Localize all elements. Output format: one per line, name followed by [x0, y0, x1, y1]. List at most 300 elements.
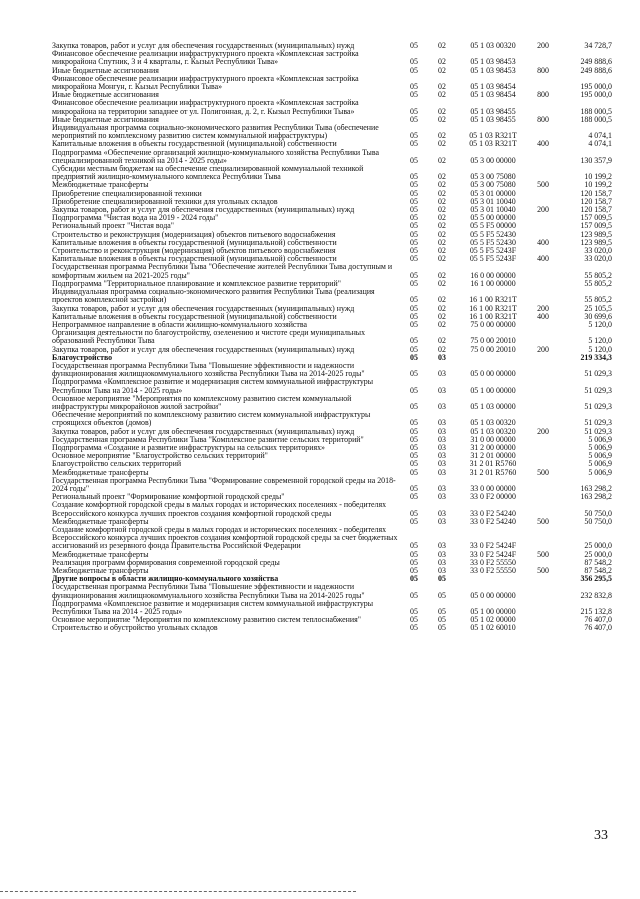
row-name: Индивидуальная программа социально-экономического развития Республики Тыва (обеспечение мероприятий по комплексному развитию систем коммунальной инфраструктуры)	[52, 124, 379, 141]
row-target-item-code: 33 0 00 00000	[470, 483, 516, 493]
row-section-code: 05	[410, 106, 418, 116]
row-subsection-code: 02	[438, 213, 446, 223]
row-amount: 10 199,2	[584, 180, 612, 190]
row-subsection-code: 02	[438, 254, 446, 264]
row-expense-type-code: 800	[537, 114, 549, 124]
table-row	[52, 411, 612, 427]
row-name: Государственная программа Республики Тыва "Формирование современной городской среды на 2018-2024 годы"	[52, 476, 396, 493]
table-row	[52, 567, 612, 575]
row-name: Благоустройство	[52, 353, 113, 362]
row-section-code: 05	[410, 483, 418, 493]
row-subsection-code: 02	[438, 41, 446, 50]
row-section-code: 05	[410, 254, 418, 264]
row-target-item-code: 05 1 03 98453	[470, 65, 516, 75]
row-name: Финансовое обеспечение реализации инфраструктурного проекта «Комплексная застройка микрорайона на территории западнее от ул. Полигонная, д. 2, г. Кызыл Республики Тыва»	[52, 99, 359, 116]
row-section-code: 05	[410, 114, 418, 124]
table-row	[52, 181, 612, 189]
row-target-item-code: 05 1 00 00000	[470, 385, 516, 395]
row-section-code: 05	[410, 623, 418, 633]
table-row	[52, 263, 612, 279]
row-subsection-code: 05	[438, 615, 446, 625]
row-subsection-code: 03	[438, 451, 446, 461]
row-target-item-code: 05 5 F5 52430	[470, 229, 516, 239]
row-amount: 5 006,9	[588, 442, 612, 452]
row-subsection-code: 03	[438, 483, 446, 493]
row-section-code: 05	[410, 615, 418, 625]
row-section-code: 05	[410, 205, 418, 215]
table-row	[52, 493, 612, 501]
table-row	[52, 444, 612, 452]
row-subsection-code: 02	[438, 180, 446, 190]
row-target-item-code: 05 3 01 10040	[470, 196, 516, 206]
row-name: Финансовое обеспечение реализации инфраструктурного проекта «Комплексная застройка микрорайона Спутник, 3 и 4 кварталы, г. Кызыл Республики Тыва»	[52, 50, 359, 67]
row-amount: 51 029,3	[584, 426, 612, 436]
table-row	[52, 280, 612, 288]
row-name: Подпрограмма "Чистая вода на 2019 - 2024 годы"	[52, 214, 219, 223]
row-amount: 249 888,6	[580, 57, 612, 67]
table-row	[52, 477, 612, 493]
row-name: Реализация программ формирования современной городской среды	[52, 558, 280, 567]
row-name: Строительство и реконструкция (модернизация) объектов питьевого водоснабжения	[52, 230, 336, 239]
row-expense-type-code: 200	[537, 426, 549, 436]
table-row	[52, 616, 612, 624]
row-name: Обеспечение мероприятий по комплексному развитию систем коммунальной инфраструктуры строящихся объектов (домов)	[52, 411, 371, 428]
row-amount: 51 029,3	[584, 369, 612, 379]
row-subsection-code: 02	[438, 319, 446, 329]
row-target-item-code: 05 1 03 R321T	[469, 131, 517, 141]
row-section-code: 05	[410, 229, 418, 239]
row-section-code: 05	[410, 574, 418, 584]
row-section-code: 05	[410, 590, 418, 600]
table-row	[52, 239, 612, 247]
row-name: Межбюджетные трансферты	[52, 550, 149, 559]
row-target-item-code: 05 5 F5 00000	[470, 221, 516, 231]
row-amount: 120 158,7	[580, 196, 612, 206]
row-target-item-code: 05 1 00 00000	[470, 607, 516, 617]
row-target-item-code: 31 2 01 R5760	[469, 459, 517, 469]
row-section-code: 05	[410, 442, 418, 452]
row-name: Капитальные вложения в объекты государственной (муниципальной) собственности	[52, 140, 337, 149]
row-subsection-code: 03	[438, 541, 446, 551]
row-section-code: 05	[410, 434, 418, 444]
row-amount: 157 009,5	[580, 213, 612, 223]
row-target-item-code: 05 1 03 00320	[470, 418, 516, 428]
table-row	[52, 452, 612, 460]
row-name: Создание комфортной городской среды в малых городах и исторических поселениях - победителях Всероссийского конкурса лучших проектов создания комфортной городской среды	[52, 501, 387, 518]
row-amount: 120 158,7	[580, 205, 612, 215]
row-section-code: 05	[410, 41, 418, 50]
row-section-code: 05	[410, 278, 418, 288]
row-name: Закупка товаров, работ и услуг для обеспечения государственных (муниципальных) нужд	[52, 206, 355, 215]
table-row	[52, 600, 612, 616]
row-section-code: 05	[410, 139, 418, 149]
row-target-item-code: 75 0 00 20010	[470, 336, 516, 346]
row-amount: 157 009,5	[580, 221, 612, 231]
row-subsection-code: 03	[438, 442, 446, 452]
row-section-code: 05	[410, 566, 418, 575]
row-section-code: 05	[410, 508, 418, 518]
table-row	[52, 42, 612, 50]
row-amount: 195 000,0	[580, 90, 612, 100]
row-amount: 87 548,2	[584, 557, 612, 567]
row-section-code: 05	[410, 213, 418, 223]
row-section-code: 05	[410, 131, 418, 141]
row-subsection-code: 02	[438, 229, 446, 239]
table-row	[52, 551, 612, 559]
row-section-code: 05	[410, 607, 418, 617]
table-row	[52, 288, 612, 304]
row-amount: 123 989,5	[580, 237, 612, 247]
row-target-item-code: 05 1 03 98454	[470, 90, 516, 100]
row-target-item-code: 05 1 03 R321T	[469, 139, 517, 149]
row-name: Основное мероприятие "Мероприятия по комплексному развитию систем коммунальной инфраструктуры микрорайонов жилой застройки"	[52, 394, 352, 411]
row-subsection-code: 05	[438, 590, 446, 600]
row-subsection-code: 02	[438, 139, 446, 149]
row-subsection-code: 03	[438, 418, 446, 428]
row-target-item-code: 05 1 03 98455	[470, 106, 516, 116]
row-target-item-code: 05 3 01 00000	[470, 188, 516, 198]
row-name: Государственная программа Республики Тыва "Повышение эффективности и надежности функционирования жилищнокоммунального хозяйства Республики Тыва на 2014-2025 годы"	[52, 361, 365, 379]
row-name: Создание комфортной городской среды в малых городах и исторических поселениях - победителях Всероссийского конкурса лучших проектов создания комфортной городской среды за счет бюджетных ассигнований из резервного фонда Правительства Российской Федерации	[52, 525, 398, 551]
row-target-item-code: 05 5 00 00000	[470, 213, 516, 223]
row-subsection-code: 02	[438, 106, 446, 116]
row-name: Индивидуальная программа социально-экономического развития Республики Тыва (реализация проектов комплексной застройки)	[52, 288, 375, 305]
row-subsection-code: 02	[438, 57, 446, 67]
row-target-item-code: 05 1 02 00000	[470, 615, 516, 625]
row-section-code: 05	[410, 344, 418, 354]
row-target-item-code: 05 1 03 98454	[470, 82, 516, 92]
row-name: Основное мероприятие "Мероприятия по комплексному развитию систем теплоснабжения"	[52, 616, 361, 625]
table-row	[52, 321, 612, 329]
row-expense-type-code: 200	[537, 344, 549, 354]
table-row	[52, 124, 612, 140]
row-section-code: 05	[410, 311, 418, 321]
row-name: Капитальные вложения в объекты государственной (муниципальной) собственности	[52, 312, 337, 321]
row-amount: 34 728,7	[584, 41, 612, 50]
row-section-code: 05	[410, 459, 418, 469]
row-subsection-code: 03	[438, 549, 446, 559]
row-subsection-code: 02	[438, 131, 446, 141]
row-target-item-code: 75 0 00 20010	[470, 344, 516, 354]
row-target-item-code: 31 0 00 00000	[470, 434, 516, 444]
row-amount: 33 020,0	[584, 246, 612, 256]
row-section-code: 05	[410, 196, 418, 206]
table-row	[52, 362, 612, 378]
table-row	[52, 313, 612, 321]
row-name: Приобретение специализированной техники для угольных складов	[52, 197, 278, 206]
row-amount: 25 105,5	[584, 303, 612, 313]
row-subsection-code: 03	[438, 508, 446, 518]
row-name: Закупка товаров, работ и услуг для обеспечения государственных (муниципальных) нужд	[52, 42, 355, 50]
row-target-item-code: 33 0 F2 5424F	[469, 549, 517, 559]
row-name: Субсидии местным бюджетам на обеспечение специализированной коммунальной техникой предприятий жилищно-коммунального комплекса Республики Тыва	[52, 165, 364, 182]
row-subsection-code: 02	[438, 246, 446, 256]
row-target-item-code: 75 0 00 00000	[470, 319, 516, 329]
row-name: Региональный проект "Формирование комфортной городской среды"	[52, 493, 285, 502]
row-subsection-code: 03	[438, 516, 446, 526]
row-amount: 4 074,1	[588, 139, 612, 149]
table-row	[52, 575, 612, 583]
row-subsection-code: 03	[438, 467, 446, 477]
row-subsection-code: 03	[438, 459, 446, 469]
row-name: Межбюджетные трансферты	[52, 517, 149, 526]
row-section-code: 05	[410, 270, 418, 280]
row-name: Подпрограмма «Создание и развитие инфраструктуры на сельских территориях»	[52, 443, 325, 452]
row-target-item-code: 05 5 F5 5243F	[469, 246, 517, 256]
row-name: Иные бюджетные ассигнования	[52, 66, 159, 75]
row-amount: 87 548,2	[584, 566, 612, 575]
row-name: Капитальные вложения в объекты государственной (муниципальной) собственности	[52, 255, 337, 264]
row-name: Закупка товаров, работ и услуг для обеспечения государственных (муниципальных) нужд	[52, 345, 355, 354]
row-name: Подпрограмма «Комплексное развитие и модернизация систем коммунальной инфраструктуры Республики Тыва на 2014 - 2025 годы»	[52, 378, 374, 395]
table-row	[52, 378, 612, 394]
row-target-item-code: 33 0 F2 55550	[470, 557, 516, 567]
row-subsection-code: 02	[438, 114, 446, 124]
row-subsection-code: 02	[438, 196, 446, 206]
row-amount: 25 000,0	[584, 541, 612, 551]
row-name: Региональный проект "Чистая вода"	[52, 222, 174, 231]
row-amount: 195 000,0	[580, 82, 612, 92]
row-amount: 120 158,7	[580, 188, 612, 198]
row-target-item-code: 16 1 00 R321T	[469, 303, 517, 313]
row-amount: 50 750,0	[584, 508, 612, 518]
table-row	[52, 428, 612, 436]
row-section-code: 05	[410, 541, 418, 551]
row-subsection-code: 03	[438, 385, 446, 395]
row-target-item-code: 05 0 00 00000	[470, 590, 516, 600]
row-name: Другие вопросы в области жилищно-коммунального хозяйства	[52, 575, 279, 584]
row-amount: 5 120,0	[588, 319, 612, 329]
row-section-code: 05	[410, 57, 418, 67]
row-expense-type-code: 400	[537, 237, 549, 247]
row-subsection-code: 02	[438, 65, 446, 75]
row-subsection-code: 05	[438, 574, 446, 584]
row-amount: 249 888,6	[580, 65, 612, 75]
row-target-item-code: 05 5 F5 52430	[470, 237, 516, 247]
row-expense-type-code: 800	[537, 90, 549, 100]
page-number: 33	[594, 828, 608, 843]
row-target-item-code: 16 0 00 00000	[470, 270, 516, 280]
table-row	[52, 247, 612, 255]
row-target-item-code: 33 0 F2 54240	[470, 508, 516, 518]
row-section-code: 05	[410, 172, 418, 182]
table-row	[52, 559, 612, 567]
footer-divider	[0, 891, 356, 892]
row-amount: 5 006,9	[588, 467, 612, 477]
table-row	[52, 99, 612, 115]
row-amount: 188 000,5	[580, 106, 612, 116]
table-row	[52, 50, 612, 66]
row-subsection-code: 02	[438, 221, 446, 231]
row-section-code: 05	[410, 401, 418, 411]
row-subsection-code: 02	[438, 90, 446, 100]
row-amount: 55 805,2	[584, 295, 612, 305]
row-expense-type-code: 500	[537, 180, 549, 190]
row-name: Подпрограмма "Территориальное планирование и комплексное развитие территорий"	[52, 279, 341, 288]
row-expense-type-code: 400	[537, 254, 549, 264]
row-section-code: 05	[410, 237, 418, 247]
row-amount: 25 000,0	[584, 549, 612, 559]
row-amount: 30 699,6	[584, 311, 612, 321]
row-expense-type-code: 200	[537, 303, 549, 313]
row-target-item-code: 31 2 01 R5760	[469, 467, 517, 477]
row-amount: 123 989,5	[580, 229, 612, 239]
row-amount: 130 357,9	[580, 155, 612, 165]
row-name: Иные бюджетные ассигнования	[52, 91, 159, 100]
table-row	[52, 206, 612, 214]
table-row	[52, 501, 612, 517]
row-section-code: 05	[410, 295, 418, 305]
row-target-item-code: 05 1 02 60010	[470, 623, 516, 633]
row-target-item-code: 05 0 00 00000	[470, 369, 516, 379]
table-row	[52, 583, 612, 599]
row-section-code: 05	[410, 221, 418, 231]
row-amount: 5 006,9	[588, 451, 612, 461]
table-row	[52, 436, 612, 444]
row-target-item-code: 33 0 F2 55550	[470, 566, 516, 575]
row-subsection-code: 05	[438, 607, 446, 617]
row-section-code: 05	[410, 90, 418, 100]
row-target-item-code: 16 1 00 00000	[470, 278, 516, 288]
row-name: Строительство и реконструкция (модернизация) объектов питьевого водоснабжения	[52, 247, 336, 256]
table-row	[52, 469, 612, 477]
table-row	[52, 329, 612, 345]
table-row	[52, 354, 612, 362]
row-subsection-code: 03	[438, 426, 446, 436]
row-amount: 188 000,5	[580, 114, 612, 124]
row-amount: 76 407,0	[584, 623, 612, 633]
table-row	[52, 518, 612, 526]
row-section-code: 05	[410, 385, 418, 395]
row-section-code: 05	[410, 82, 418, 92]
row-section-code: 05	[410, 155, 418, 165]
row-expense-type-code: 500	[537, 549, 549, 559]
table-row	[52, 460, 612, 468]
row-name: Межбюджетные трансферты	[52, 468, 149, 477]
row-subsection-code: 02	[438, 172, 446, 182]
row-subsection-code: 03	[438, 401, 446, 411]
row-amount: 55 805,2	[584, 278, 612, 288]
row-amount: 33 020,0	[584, 254, 612, 264]
row-subsection-code: 02	[438, 344, 446, 354]
row-target-item-code: 05 1 03 00000	[470, 401, 516, 411]
row-target-item-code: 05 1 03 00320	[470, 426, 516, 436]
row-subsection-code: 03	[438, 369, 446, 379]
row-target-item-code: 16 1 00 R321T	[469, 311, 517, 321]
row-name: Финансовое обеспечение реализации инфраструктурного проекта «Комплексная застройка микрорайона Монгун, г. Кызыл Республики Тыва»	[52, 74, 359, 92]
row-amount: 215 132,8	[580, 607, 612, 617]
row-name: Строительство и обустройство угольных складов	[52, 624, 218, 633]
table-row	[52, 395, 612, 411]
row-section-code: 05	[410, 352, 418, 362]
row-target-item-code: 33 0 F2 5424F	[469, 541, 517, 551]
row-section-code: 05	[410, 336, 418, 346]
row-amount: 51 029,3	[584, 401, 612, 411]
row-amount: 51 029,3	[584, 418, 612, 428]
table-row	[52, 75, 612, 91]
row-subsection-code: 02	[438, 270, 446, 280]
row-section-code: 05	[410, 303, 418, 313]
row-subsection-code: 03	[438, 492, 446, 502]
table-row	[52, 190, 612, 198]
row-section-code: 05	[410, 451, 418, 461]
row-subsection-code: 02	[438, 237, 446, 247]
row-section-code: 05	[410, 319, 418, 329]
row-amount: 50 750,0	[584, 516, 612, 526]
row-amount: 10 199,2	[584, 172, 612, 182]
row-subsection-code: 02	[438, 188, 446, 198]
row-amount: 356 295,5	[580, 574, 612, 584]
table-row	[52, 214, 612, 222]
row-section-code: 05	[410, 180, 418, 190]
row-name: Закупка товаров, работ и услуг для обеспечения государственных (муниципальных) нужд	[52, 427, 355, 436]
row-amount: 5 006,9	[588, 434, 612, 444]
row-name: Государственная программа Республики Тыва "Повышение эффективности и надежности функционирования жилищнокоммунального хозяйства Республики Тыва на 2014-2025 годы"	[52, 583, 365, 600]
row-subsection-code: 02	[438, 336, 446, 346]
table-row	[52, 526, 612, 551]
table-row	[52, 346, 612, 354]
row-target-item-code: 05 1 03 00320	[470, 41, 516, 50]
row-section-code: 05	[410, 65, 418, 75]
row-target-item-code: 31 2 00 00000	[470, 442, 516, 452]
row-amount: 219 334,3	[580, 352, 612, 362]
row-amount: 163 298,2	[580, 492, 612, 502]
row-section-code: 05	[410, 549, 418, 559]
row-subsection-code: 02	[438, 295, 446, 305]
budget-table	[52, 42, 612, 633]
table-row	[52, 222, 612, 230]
row-target-item-code: 05 3 00 00000	[470, 155, 516, 165]
row-name: Непрограммное направление в области жилищно-коммунального хозяйства	[52, 320, 307, 329]
row-name: Межбюджетные трансферты	[52, 567, 149, 575]
row-target-item-code: 05 3 01 10040	[470, 205, 516, 215]
row-section-code: 05	[410, 516, 418, 526]
row-expense-type-code: 400	[537, 139, 549, 149]
row-subsection-code: 02	[438, 82, 446, 92]
row-target-item-code: 05 1 03 98455	[470, 114, 516, 124]
table-row	[52, 67, 612, 75]
row-subsection-code: 02	[438, 155, 446, 165]
table-row	[52, 255, 612, 263]
row-amount: 51 029,3	[584, 385, 612, 395]
row-target-item-code: 16 1 00 R321T	[469, 295, 517, 305]
row-name: Приобретение специализированной техники	[52, 189, 202, 198]
row-expense-type-code: 200	[537, 205, 549, 215]
row-expense-type-code: 400	[537, 311, 549, 321]
table-row	[52, 165, 612, 181]
row-expense-type-code: 800	[537, 65, 549, 75]
row-name: Подпрограмма «Обеспечение организаций жилищно-коммунального хозяйства Республики Тыва специализированной техникой на 2014 - 2025 годы»	[52, 148, 379, 165]
row-section-code: 05	[410, 467, 418, 477]
row-name: Межбюджетные трансферты	[52, 181, 149, 190]
row-target-item-code: 31 2 01 00000	[470, 451, 516, 461]
row-name: Благоустройство сельских территорий	[52, 460, 182, 469]
row-amount: 4 074,1	[588, 131, 612, 141]
table-row	[52, 198, 612, 206]
row-amount: 5 120,0	[588, 344, 612, 354]
row-section-code: 05	[410, 188, 418, 198]
row-amount: 76 407,0	[584, 615, 612, 625]
row-section-code: 05	[410, 369, 418, 379]
row-target-item-code: 33 0 F2 00000	[470, 492, 516, 502]
row-subsection-code: 02	[438, 278, 446, 288]
row-target-item-code: 05 3 00 75080	[470, 180, 516, 190]
row-target-item-code: 33 0 F2 54240	[470, 516, 516, 526]
row-subsection-code: 03	[438, 434, 446, 444]
row-subsection-code: 03	[438, 557, 446, 567]
table-row	[52, 116, 612, 124]
row-amount: 5 120,0	[588, 336, 612, 346]
